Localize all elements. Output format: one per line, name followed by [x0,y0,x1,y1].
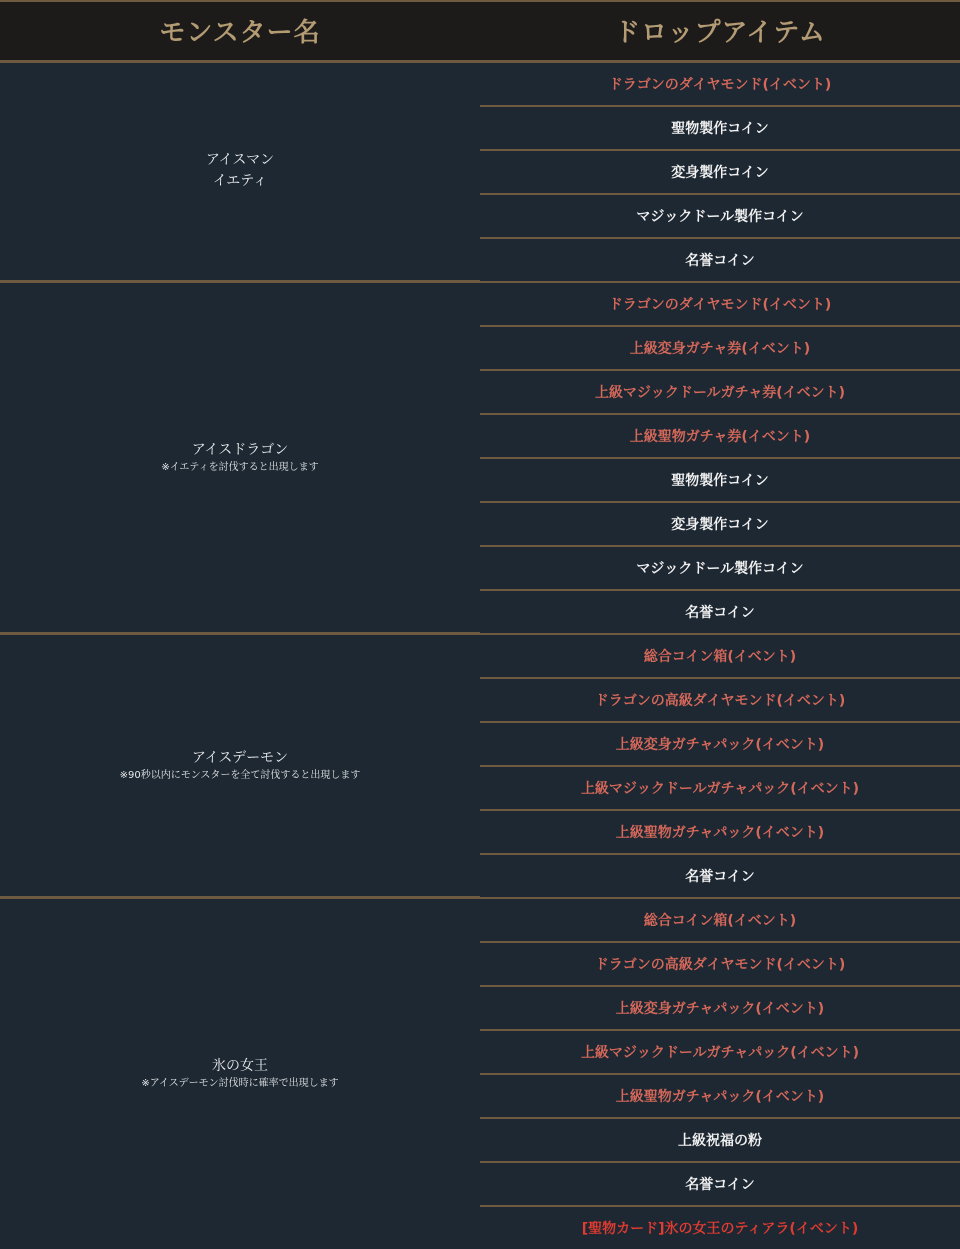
drop-item-cell: 上級マジックドールガチャパック(イベント) [480,766,960,810]
table-row [0,282,960,326]
table-row [0,61,960,106]
drop-item-cell: 上級変身ガチャ券(イベント) [480,326,960,370]
table-row [0,898,960,942]
drop-item-cell: マジックドール製作コイン [480,194,960,238]
drop-item-cell: 上級聖物ガチャ券(イベント) [480,414,960,458]
drop-item-cell: 名誉コイン [480,1162,960,1206]
drop-item-cell: 聖物製作コイン [480,458,960,502]
monster-cell [0,634,480,898]
monster-name: イエティ [212,173,268,190]
drop-item-cell: 上級変身ガチャパック(イベント) [480,722,960,766]
monster-cell [0,282,480,634]
drop-item-cell: マジックドール製作コイン [480,546,960,590]
column-header-drop-items: ドロップアイテム [480,1,960,61]
monster-name: アイスドラゴン [191,442,289,458]
monster-spawn-note: ※90秒以内にモンスターを全て討伐すると出現します [119,770,361,781]
drop-item-cell: 変身製作コイン [480,150,960,194]
drop-item-cell: 名誉コイン [480,238,960,282]
drop-item-cell: 名誉コイン [480,590,960,634]
drop-item-cell: ドラゴンのダイヤモンド(イベント) [480,61,960,106]
monster-spawn-note: ※イエティを討伐すると出現します [161,462,319,473]
drop-item-cell: 名誉コイン [480,854,960,898]
drop-item-cell: 上級マジックドールガチャパック(イベント) [480,1030,960,1074]
table-header-row [0,1,960,61]
drop-item-cell: 総合コイン箱(イベント) [480,898,960,942]
monster-name: アイスデーモン [191,750,289,766]
table-row [0,634,960,678]
drop-item-cell: ドラゴンの高級ダイヤモンド(イベント) [480,678,960,722]
drop-item-cell: 聖物製作コイン [480,106,960,150]
drop-item-cell: 総合コイン箱(イベント) [480,634,960,678]
drop-item-cell: ドラゴンのダイヤモンド(イベント) [480,282,960,326]
table-body [0,61,960,1249]
monster-name: 氷の女王 [212,1058,268,1075]
drop-item-cell: [聖物カード]氷の女王のティアラ(イベント) [480,1206,960,1249]
drop-item-cell: ドラゴンの高級ダイヤモンド(イベント) [480,942,960,986]
drop-item-cell: 上級祝福の粉 [480,1118,960,1162]
drop-item-cell: 上級変身ガチャパック(イベント) [480,986,960,1030]
monster-name: アイスマン [205,152,275,169]
drop-item-cell: 変身製作コイン [480,502,960,546]
monster-spawn-note: ※アイスデーモン討伐時に確率で出現します [141,1078,339,1090]
drop-item-cell: 上級聖物ガチャパック(イベント) [480,1074,960,1118]
drop-item-cell: 上級マジックドールガチャ券(イベント) [480,370,960,414]
column-header-monster-name: モンスター名 [0,1,480,61]
drop-item-cell: 上級聖物ガチャパック(イベント) [480,810,960,854]
monster-cell [0,898,480,1249]
monster-cell [0,61,480,282]
